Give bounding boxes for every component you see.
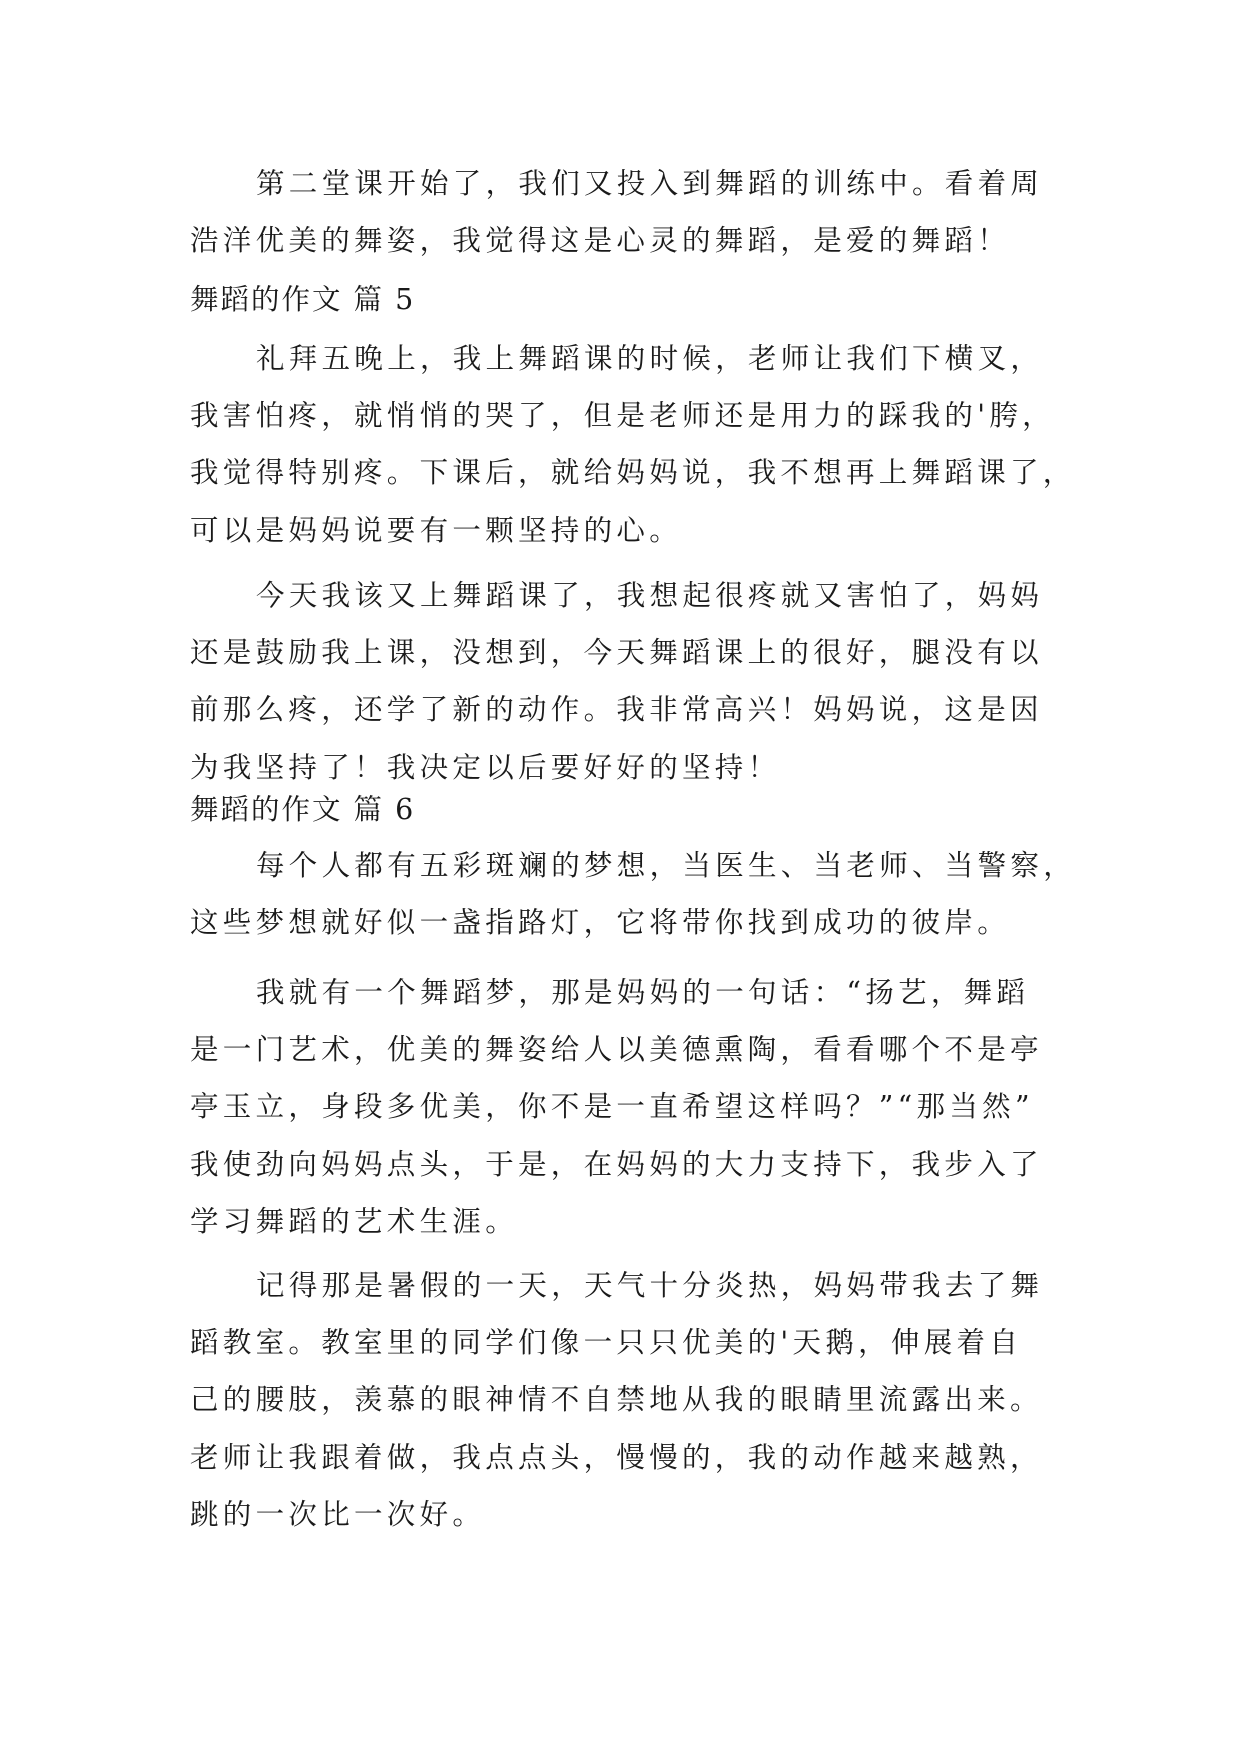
text-line: 为我坚持了！我决定以后要好好的坚持！	[190, 750, 781, 784]
paragraph-6-3	[190, 1257, 1070, 1543]
text-line: 可以是妈妈说要有一颗坚持的心。	[190, 513, 683, 547]
text-line: 每个人都有五彩斑斓的梦想，当医生、当老师、当警察，	[256, 849, 1077, 882]
text-line: 是一门艺术，优美的舞姿给人以美德熏陶，看看哪个不是亭	[190, 1033, 1043, 1067]
paragraph-6-1	[190, 837, 1077, 951]
text-line: 蹈教室。教室里的同学们像一只只优美的'天鹅，伸展着自	[190, 1326, 1023, 1360]
paragraph-5-2	[190, 567, 1070, 796]
text-line: 今天我该又上舞蹈课了，我想起很疼就又害怕了，妈妈	[256, 579, 1044, 612]
text-line: 我觉得特别疼。下课后，就给妈妈说，我不想再上舞蹈课了，	[190, 456, 1076, 490]
text-line: 己的腰肢，羡慕的眼神情不自禁地从我的眼睛里流露出来。	[190, 1383, 1043, 1417]
section-heading-5: 舞蹈的作文 篇 5	[190, 283, 416, 316]
text-line: 学习舞蹈的艺术生涯。	[190, 1204, 519, 1238]
paragraph-5-1	[190, 330, 1076, 559]
text-line: 礼拜五晚上，我上舞蹈课的时候，老师让我们下横叉，	[256, 342, 1044, 375]
text-line: 这些梦想就好似一盏指路灯，它将带你找到成功的彼岸。	[190, 906, 1011, 940]
text-line: 老师让我跟着做，我点点头，慢慢的，我的动作越来越熟，	[190, 1440, 1043, 1474]
text-line: 第二堂课开始了，我们又投入到舞蹈的训练中。看着周	[256, 167, 1044, 200]
text-line: 记得那是暑假的一天，天气十分炎热，妈妈带我去了舞	[256, 1269, 1044, 1302]
text-line: 还是鼓励我上课，没想到，今天舞蹈课上的很好，腿没有以	[190, 636, 1043, 670]
text-line: 前那么疼，还学了新的动作。我非常高兴！妈妈说，这是因	[190, 693, 1043, 727]
text-line: 我害怕疼，就悄悄的哭了，但是老师还是用力的踩我的'胯，	[190, 399, 1055, 433]
text-line: 跳的一次比一次好。	[190, 1497, 486, 1531]
paragraph-intro	[190, 155, 1070, 269]
text-line: 我使劲向妈妈点头，于是，在妈妈的大力支持下，我步入了	[190, 1147, 1043, 1181]
paragraph-6-2	[190, 964, 1070, 1250]
text-line: 我就有一个舞蹈梦，那是妈妈的一句话：“扬艺，舞蹈	[256, 976, 1030, 1009]
section-heading-6: 舞蹈的作文 篇 6	[190, 793, 416, 826]
text-line: 浩洋优美的舞姿，我觉得这是心灵的舞蹈，是爱的舞蹈！	[190, 224, 1011, 258]
text-line: 亭玉立，身段多优美，你不是一直希望这样吗？”“那当然”	[190, 1090, 1034, 1124]
